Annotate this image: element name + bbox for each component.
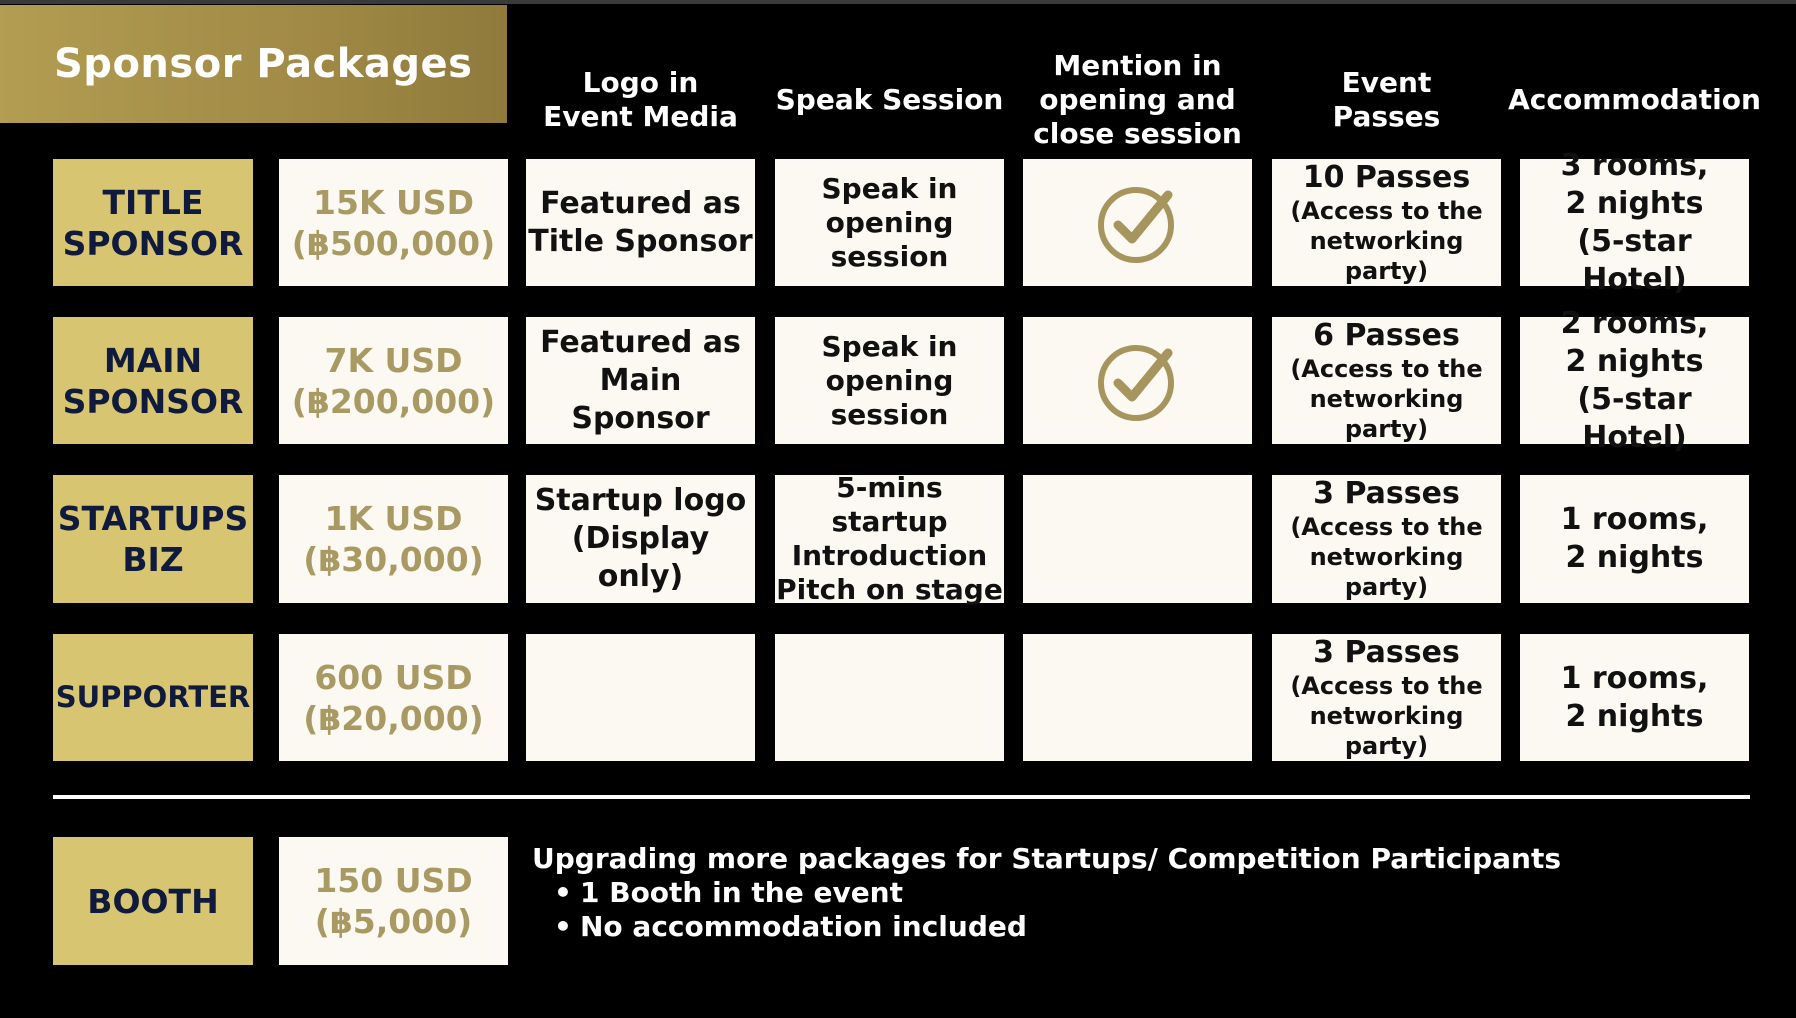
tier-passes-title (1272, 159, 1501, 286)
passes-note: (Access to the networking party) (1290, 513, 1483, 601)
tier-name-startups: STARTUPS BIZ (53, 475, 253, 603)
tier-mention-main (1023, 317, 1252, 444)
page-title: Sponsor Packages (54, 41, 473, 87)
tier-passes-startups (1272, 475, 1501, 603)
tier-price-booth: 150 USD (฿5,000) (279, 837, 508, 965)
section-divider (53, 795, 1750, 799)
tier-price-supporter: 600 USD (฿20,000) (279, 634, 508, 761)
col-header-accommodation: Accommodation (1508, 83, 1761, 116)
check-circle-icon (1096, 181, 1180, 265)
passes-count: 6 Passes (1313, 317, 1460, 353)
col-header-speak: Speak Session (775, 83, 1004, 116)
tier-mention-supporter (1023, 634, 1252, 761)
tier-mention-startups (1023, 475, 1252, 603)
passes-count: 3 Passes (1313, 634, 1460, 670)
tier-mention-title (1023, 159, 1252, 286)
booth-bullet-list (532, 876, 1561, 944)
tier-accommodation-startups: 1 rooms, 2 nights (1520, 475, 1749, 603)
list-item: • No accommodation included (554, 910, 1027, 943)
title-banner (0, 5, 507, 123)
tier-name-supporter: SUPPORTER (53, 634, 253, 761)
booth-heading: Upgrading more packages for Startups/ Competition Participants (532, 842, 1562, 875)
tier-logo-main: Featured as Main Sponsor (526, 317, 755, 444)
tier-speak-supporter (775, 634, 1004, 761)
tier-accommodation-supporter: 1 rooms, 2 nights (1520, 634, 1749, 761)
col-header-passes: Event Passes (1332, 66, 1441, 133)
passes-count: 10 Passes (1302, 159, 1471, 195)
tier-price-title: 15K USD (฿500,000) (279, 159, 508, 286)
tier-name-booth: BOOTH (53, 837, 253, 965)
bullet-icon: • (554, 910, 572, 943)
passes-note: (Access to the networking party) (1290, 196, 1483, 285)
tier-speak-startups: 5-mins startup Introduction Pitch on stage (776, 471, 1003, 606)
tier-name-title: TITLE SPONSOR (53, 159, 253, 286)
tier-accommodation-main: 2 rooms, 2 nights (5-star Hotel) (1520, 317, 1749, 444)
tier-speak-title: Speak in opening session (775, 159, 1004, 286)
col-header-mention: Mention in opening and close session (1033, 49, 1242, 150)
tier-logo-title: Featured as Title Sponsor (526, 159, 755, 286)
booth-description (532, 842, 1561, 944)
tier-logo-startups: Startup logo (Display only) (526, 475, 755, 603)
tier-speak-main: Speak in opening session (775, 317, 1004, 444)
tier-accommodation-title: 3 rooms, 2 nights (5-star Hotel) (1520, 159, 1749, 286)
top-border (0, 0, 1796, 4)
bullet-icon: • (554, 876, 572, 909)
passes-count: 3 Passes (1313, 476, 1460, 511)
col-header-logo: Logo in Event Media (543, 66, 738, 133)
tier-passes-supporter (1272, 634, 1501, 761)
check-circle-icon (1096, 339, 1180, 423)
tier-name-main: MAIN SPONSOR (53, 317, 253, 444)
tier-price-main: 7K USD (฿200,000) (279, 317, 508, 444)
passes-note: (Access to the networking party) (1290, 671, 1483, 760)
passes-note: (Access to the networking party) (1290, 354, 1483, 443)
tier-logo-supporter (526, 634, 755, 761)
list-item: • 1 Booth in the event (554, 876, 903, 909)
tier-passes-main (1272, 317, 1501, 444)
tier-price-startups: 1K USD (฿30,000) (279, 475, 508, 603)
